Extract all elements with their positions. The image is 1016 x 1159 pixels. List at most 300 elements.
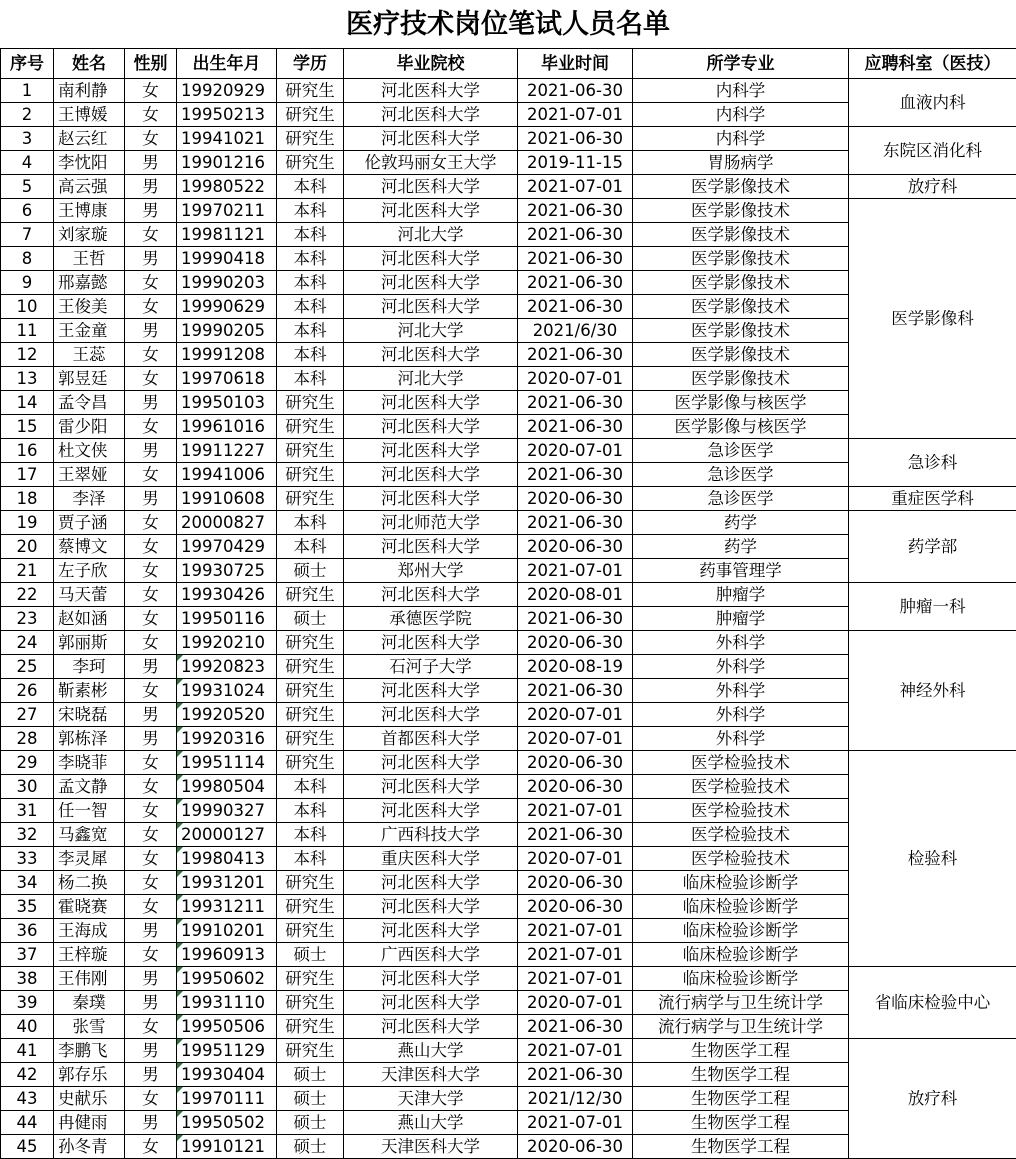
cell-gender: 女 (125, 799, 177, 823)
cell-education: 研究生 (277, 1015, 344, 1039)
cell-gender: 男 (125, 247, 177, 271)
cell-grad-date: 2020-07-01 (518, 367, 633, 391)
cell-department: 省临床检验中心 (849, 967, 1016, 1039)
table-row (1, 199, 1016, 223)
cell-index: 26 (1, 679, 54, 703)
cell-birth: 19951114 (177, 751, 277, 775)
cell-school: 河北大学 (344, 319, 518, 343)
cell-grad-date: 2021-06-30 (518, 79, 633, 103)
cell-school: 河北医科大学 (344, 703, 518, 727)
cell-major: 医学检验技术 (633, 847, 849, 871)
cell-gender: 女 (125, 295, 177, 319)
cell-gender: 男 (125, 919, 177, 943)
cell-education: 研究生 (277, 727, 344, 751)
cell-birth: 19910121 (177, 1135, 277, 1159)
cell-school: 河北医科大学 (344, 415, 518, 439)
cell-index: 13 (1, 367, 54, 391)
cell-school: 天津大学 (344, 1087, 518, 1111)
cell-name: 秦璞 (54, 991, 125, 1015)
header-grad-date: 毕业时间 (518, 49, 633, 79)
cell-birth: 19930426 (177, 583, 277, 607)
cell-name: 王俊美 (54, 295, 125, 319)
cell-index: 2 (1, 103, 54, 127)
cell-department: 血液内科 (849, 79, 1016, 127)
cell-name: 王博媛 (54, 103, 125, 127)
cell-grad-date: 2020-06-30 (518, 751, 633, 775)
cell-name: 霍晓赛 (54, 895, 125, 919)
cell-grad-date: 2021-06-30 (518, 343, 633, 367)
header-education: 学历 (277, 49, 344, 79)
cell-education: 本科 (277, 223, 344, 247)
cell-grad-date: 2020-06-30 (518, 775, 633, 799)
cell-education: 本科 (277, 775, 344, 799)
cell-index: 28 (1, 727, 54, 751)
cell-gender: 女 (125, 127, 177, 151)
cell-department: 放疗科 (849, 1039, 1016, 1159)
cell-index: 5 (1, 175, 54, 199)
cell-gender: 男 (125, 967, 177, 991)
cell-education: 研究生 (277, 391, 344, 415)
cell-gender: 男 (125, 1063, 177, 1087)
table-row (1, 511, 1016, 535)
cell-name: 孟令昌 (54, 391, 125, 415)
cell-birth: 19991208 (177, 343, 277, 367)
cell-school: 首都医科大学 (344, 727, 518, 751)
cell-birth: 19981121 (177, 223, 277, 247)
cell-education: 本科 (277, 367, 344, 391)
cell-school: 河北医科大学 (344, 631, 518, 655)
cell-major: 胃肠病学 (633, 151, 849, 175)
cell-birth: 19930404 (177, 1063, 277, 1087)
table-body (1, 79, 1016, 1159)
header-school: 毕业院校 (344, 49, 518, 79)
cell-birth: 20000827 (177, 511, 277, 535)
table-row (1, 751, 1016, 775)
cell-major: 临床检验诊断学 (633, 919, 849, 943)
cell-grad-date: 2021-06-30 (518, 223, 633, 247)
cell-gender: 女 (125, 847, 177, 871)
cell-major: 医学影像技术 (633, 175, 849, 199)
cell-birth: 19920316 (177, 727, 277, 751)
cell-major: 医学检验技术 (633, 751, 849, 775)
cell-grad-date: 2021-07-01 (518, 1111, 633, 1135)
cell-education: 硕士 (277, 943, 344, 967)
cell-birth: 19901216 (177, 151, 277, 175)
cell-name: 王蕊 (54, 343, 125, 367)
cell-grad-date: 2021-06-30 (518, 391, 633, 415)
cell-school: 河北医科大学 (344, 679, 518, 703)
cell-major: 医学影像技术 (633, 199, 849, 223)
cell-major: 医学影像技术 (633, 295, 849, 319)
cell-birth: 19941021 (177, 127, 277, 151)
cell-education: 研究生 (277, 967, 344, 991)
cell-major: 肿瘤学 (633, 607, 849, 631)
cell-grad-date: 2020-07-01 (518, 847, 633, 871)
cell-index: 24 (1, 631, 54, 655)
cell-birth: 19950502 (177, 1111, 277, 1135)
cell-name: 王金童 (54, 319, 125, 343)
cell-school: 河北医科大学 (344, 487, 518, 511)
cell-school: 河北大学 (344, 367, 518, 391)
cell-birth: 19931110 (177, 991, 277, 1015)
cell-education: 本科 (277, 535, 344, 559)
cell-birth: 19931024 (177, 679, 277, 703)
cell-gender: 男 (125, 319, 177, 343)
cell-index: 14 (1, 391, 54, 415)
cell-index: 45 (1, 1135, 54, 1159)
cell-grad-date: 2021-06-30 (518, 607, 633, 631)
cell-school: 天津医科大学 (344, 1135, 518, 1159)
cell-major: 流行病学与卫生统计学 (633, 1015, 849, 1039)
cell-name: 李晓菲 (54, 751, 125, 775)
cell-name: 宋晓磊 (54, 703, 125, 727)
cell-grad-date: 2021/12/30 (518, 1087, 633, 1111)
cell-education: 本科 (277, 343, 344, 367)
cell-education: 本科 (277, 295, 344, 319)
cell-school: 河北医科大学 (344, 535, 518, 559)
cell-major: 医学检验技术 (633, 823, 849, 847)
cell-major: 流行病学与卫生统计学 (633, 991, 849, 1015)
cell-grad-date: 2021-06-30 (518, 511, 633, 535)
cell-gender: 男 (125, 391, 177, 415)
cell-gender: 女 (125, 559, 177, 583)
cell-department: 急诊科 (849, 439, 1016, 487)
cell-grad-date: 2021-07-01 (518, 919, 633, 943)
cell-index: 22 (1, 583, 54, 607)
cell-index: 1 (1, 79, 54, 103)
cell-education: 研究生 (277, 655, 344, 679)
cell-grad-date: 2020-06-30 (518, 487, 633, 511)
cell-birth: 19931201 (177, 871, 277, 895)
cell-birth: 19970111 (177, 1087, 277, 1111)
cell-grad-date: 2021-06-30 (518, 463, 633, 487)
cell-education: 研究生 (277, 79, 344, 103)
cell-department: 放疗科 (849, 175, 1016, 199)
cell-education: 硕士 (277, 607, 344, 631)
cell-major: 肿瘤学 (633, 583, 849, 607)
cell-school: 河北医科大学 (344, 1015, 518, 1039)
cell-birth: 19990418 (177, 247, 277, 271)
cell-birth: 19950213 (177, 103, 277, 127)
cell-education: 研究生 (277, 439, 344, 463)
cell-index: 32 (1, 823, 54, 847)
cell-name: 雷少阳 (54, 415, 125, 439)
cell-birth: 20000127 (177, 823, 277, 847)
cell-education: 研究生 (277, 487, 344, 511)
cell-name: 赵如涵 (54, 607, 125, 631)
cell-major: 药学 (633, 511, 849, 535)
cell-name: 靳素彬 (54, 679, 125, 703)
cell-index: 21 (1, 559, 54, 583)
cell-index: 35 (1, 895, 54, 919)
cell-index: 3 (1, 127, 54, 151)
cell-gender: 女 (125, 679, 177, 703)
cell-major: 药事管理学 (633, 559, 849, 583)
cell-birth: 19920823 (177, 655, 277, 679)
cell-education: 硕士 (277, 1135, 344, 1159)
cell-name: 邢嘉懿 (54, 271, 125, 295)
cell-birth: 19951129 (177, 1039, 277, 1063)
cell-grad-date: 2020-07-01 (518, 991, 633, 1015)
cell-major: 急诊医学 (633, 439, 849, 463)
cell-school: 河北医科大学 (344, 391, 518, 415)
cell-school: 石河子大学 (344, 655, 518, 679)
cell-education: 研究生 (277, 1039, 344, 1063)
cell-school: 广西科技大学 (344, 823, 518, 847)
cell-major: 外科学 (633, 727, 849, 751)
cell-gender: 女 (125, 367, 177, 391)
cell-school: 河北医科大学 (344, 271, 518, 295)
cell-grad-date: 2019-11-15 (518, 151, 633, 175)
cell-grad-date: 2020-06-30 (518, 631, 633, 655)
cell-major: 生物医学工程 (633, 1135, 849, 1159)
table-row (1, 1039, 1016, 1063)
cell-school: 天津医科大学 (344, 1063, 518, 1087)
cell-name: 刘家璇 (54, 223, 125, 247)
cell-name: 李珂 (54, 655, 125, 679)
cell-school: 河北师范大学 (344, 511, 518, 535)
cell-education: 研究生 (277, 919, 344, 943)
cell-name: 李泽 (54, 487, 125, 511)
table-row (1, 175, 1016, 199)
cell-major: 医学影像技术 (633, 367, 849, 391)
cell-birth: 19950103 (177, 391, 277, 415)
cell-major: 医学影像技术 (633, 343, 849, 367)
cell-birth: 19970429 (177, 535, 277, 559)
table-row (1, 631, 1016, 655)
cell-grad-date: 2020-06-30 (518, 1135, 633, 1159)
cell-name: 李忱阳 (54, 151, 125, 175)
cell-education: 本科 (277, 247, 344, 271)
cell-grad-date: 2021-06-30 (518, 1015, 633, 1039)
cell-index: 36 (1, 919, 54, 943)
cell-index: 19 (1, 511, 54, 535)
cell-education: 硕士 (277, 1087, 344, 1111)
cell-grad-date: 2021-06-30 (518, 823, 633, 847)
cell-index: 29 (1, 751, 54, 775)
cell-grad-date: 2021-06-30 (518, 1063, 633, 1087)
cell-school: 河北医科大学 (344, 343, 518, 367)
cell-name: 王翠娅 (54, 463, 125, 487)
cell-school: 河北医科大学 (344, 991, 518, 1015)
cell-major: 医学检验技术 (633, 775, 849, 799)
cell-gender: 女 (125, 631, 177, 655)
cell-index: 4 (1, 151, 54, 175)
cell-gender: 男 (125, 199, 177, 223)
cell-birth: 19961016 (177, 415, 277, 439)
cell-name: 高云强 (54, 175, 125, 199)
cell-grad-date: 2021-07-01 (518, 1039, 633, 1063)
cell-birth: 19970618 (177, 367, 277, 391)
cell-department: 重症医学科 (849, 487, 1016, 511)
cell-gender: 女 (125, 415, 177, 439)
cell-grad-date: 2021-06-30 (518, 295, 633, 319)
cell-school: 伦敦玛丽女王大学 (344, 151, 518, 175)
cell-major: 医学影像技术 (633, 271, 849, 295)
cell-education: 本科 (277, 847, 344, 871)
cell-name: 王伟刚 (54, 967, 125, 991)
cell-major: 医学影像技术 (633, 223, 849, 247)
cell-gender: 男 (125, 991, 177, 1015)
cell-gender: 女 (125, 775, 177, 799)
cell-education: 本科 (277, 823, 344, 847)
cell-birth: 19931211 (177, 895, 277, 919)
cell-grad-date: 2021-07-01 (518, 799, 633, 823)
cell-name: 孟文静 (54, 775, 125, 799)
cell-department: 神经外科 (849, 631, 1016, 751)
cell-grad-date: 2021-06-30 (518, 415, 633, 439)
cell-gender: 女 (125, 607, 177, 631)
cell-education: 硕士 (277, 1063, 344, 1087)
cell-school: 郑州大学 (344, 559, 518, 583)
table-row (1, 967, 1016, 991)
cell-education: 本科 (277, 199, 344, 223)
cell-school: 河北医科大学 (344, 967, 518, 991)
cell-grad-date: 2020-07-01 (518, 439, 633, 463)
table-row (1, 583, 1016, 607)
table-header-row (1, 49, 1016, 79)
cell-name: 王海成 (54, 919, 125, 943)
cell-education: 研究生 (277, 895, 344, 919)
cell-major: 医学影像技术 (633, 247, 849, 271)
cell-gender: 女 (125, 103, 177, 127)
cell-major: 内科学 (633, 127, 849, 151)
cell-gender: 男 (125, 487, 177, 511)
cell-school: 河北医科大学 (344, 895, 518, 919)
cell-school: 河北医科大学 (344, 919, 518, 943)
cell-grad-date: 2020-06-30 (518, 535, 633, 559)
cell-index: 17 (1, 463, 54, 487)
cell-education: 本科 (277, 799, 344, 823)
cell-birth: 19990205 (177, 319, 277, 343)
cell-education: 硕士 (277, 1111, 344, 1135)
cell-gender: 女 (125, 1015, 177, 1039)
candidate-table (0, 48, 1016, 1159)
cell-grad-date: 2020-08-01 (518, 583, 633, 607)
cell-grad-date: 2021-06-30 (518, 127, 633, 151)
cell-gender: 女 (125, 463, 177, 487)
cell-department: 东院区消化科 (849, 127, 1016, 175)
cell-gender: 男 (125, 1039, 177, 1063)
cell-birth: 19980504 (177, 775, 277, 799)
cell-grad-date: 2020-06-30 (518, 895, 633, 919)
cell-gender: 女 (125, 871, 177, 895)
cell-birth: 19990629 (177, 295, 277, 319)
cell-gender: 男 (125, 175, 177, 199)
cell-name: 王博康 (54, 199, 125, 223)
cell-major: 外科学 (633, 631, 849, 655)
cell-major: 内科学 (633, 103, 849, 127)
cell-grad-date: 2021-06-30 (518, 271, 633, 295)
cell-major: 生物医学工程 (633, 1063, 849, 1087)
header-department: 应聘科室（医技） (849, 49, 1016, 79)
header-birth: 出生年月 (177, 49, 277, 79)
cell-gender: 男 (125, 439, 177, 463)
cell-name: 郭丽斯 (54, 631, 125, 655)
cell-major: 医学影像技术 (633, 319, 849, 343)
cell-birth: 19970211 (177, 199, 277, 223)
cell-major: 生物医学工程 (633, 1039, 849, 1063)
cell-education: 研究生 (277, 631, 344, 655)
cell-index: 38 (1, 967, 54, 991)
cell-name: 杨二换 (54, 871, 125, 895)
cell-education: 研究生 (277, 679, 344, 703)
cell-gender: 女 (125, 1135, 177, 1159)
cell-school: 承德医学院 (344, 607, 518, 631)
cell-birth: 19920210 (177, 631, 277, 655)
cell-department: 药学部 (849, 511, 1016, 583)
cell-major: 医学检验技术 (633, 799, 849, 823)
cell-school: 河北医科大学 (344, 199, 518, 223)
cell-department: 检验科 (849, 751, 1016, 967)
cell-gender: 女 (125, 823, 177, 847)
cell-school: 河北医科大学 (344, 583, 518, 607)
cell-grad-date: 2021-07-01 (518, 559, 633, 583)
cell-name: 任一智 (54, 799, 125, 823)
cell-major: 药学 (633, 535, 849, 559)
cell-education: 本科 (277, 271, 344, 295)
cell-education: 硕士 (277, 559, 344, 583)
cell-school: 河北医科大学 (344, 103, 518, 127)
cell-name: 王哲 (54, 247, 125, 271)
cell-gender: 女 (125, 535, 177, 559)
cell-gender: 女 (125, 79, 177, 103)
cell-name: 郭昱廷 (54, 367, 125, 391)
table-row (1, 127, 1016, 151)
cell-index: 15 (1, 415, 54, 439)
cell-name: 王梓璇 (54, 943, 125, 967)
cell-grad-date: 2020-07-01 (518, 703, 633, 727)
cell-name: 郭存乐 (54, 1063, 125, 1087)
cell-school: 河北医科大学 (344, 751, 518, 775)
cell-name: 李鹏飞 (54, 1039, 125, 1063)
cell-school: 河北医科大学 (344, 775, 518, 799)
cell-major: 生物医学工程 (633, 1087, 849, 1111)
cell-index: 9 (1, 271, 54, 295)
cell-grad-date: 2021-07-01 (518, 175, 633, 199)
cell-major: 医学影像与核医学 (633, 391, 849, 415)
cell-gender: 女 (125, 751, 177, 775)
cell-department: 肿瘤一科 (849, 583, 1016, 631)
cell-grad-date: 2020-07-01 (518, 727, 633, 751)
cell-gender: 男 (125, 655, 177, 679)
cell-name: 史献乐 (54, 1087, 125, 1111)
cell-name: 赵云红 (54, 127, 125, 151)
cell-index: 16 (1, 439, 54, 463)
cell-birth: 19930725 (177, 559, 277, 583)
cell-education: 本科 (277, 175, 344, 199)
cell-grad-date: 2021-06-30 (518, 247, 633, 271)
header-major: 所学专业 (633, 49, 849, 79)
cell-department: 医学影像科 (849, 199, 1016, 439)
cell-gender: 男 (125, 703, 177, 727)
header-name: 姓名 (54, 49, 125, 79)
cell-school: 河北医科大学 (344, 463, 518, 487)
cell-birth: 19990327 (177, 799, 277, 823)
cell-index: 7 (1, 223, 54, 247)
cell-grad-date: 2020-08-19 (518, 655, 633, 679)
cell-education: 研究生 (277, 415, 344, 439)
cell-birth: 19980522 (177, 175, 277, 199)
cell-grad-date: 2021-07-01 (518, 967, 633, 991)
cell-index: 40 (1, 1015, 54, 1039)
cell-birth: 19950602 (177, 967, 277, 991)
cell-name: 南利静 (54, 79, 125, 103)
cell-name: 马天蕾 (54, 583, 125, 607)
cell-index: 31 (1, 799, 54, 823)
cell-education: 研究生 (277, 991, 344, 1015)
cell-school: 河北医科大学 (344, 175, 518, 199)
